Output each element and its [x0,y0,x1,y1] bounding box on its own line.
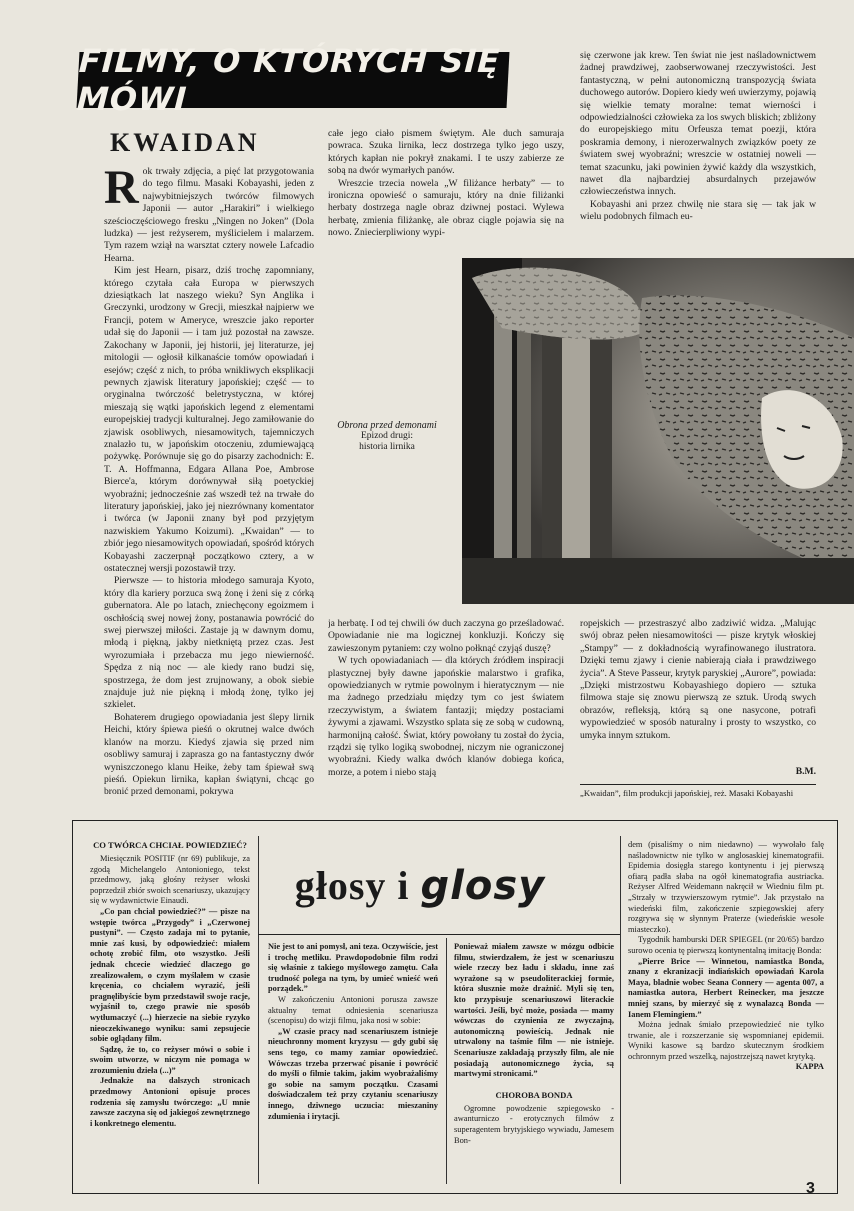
column-divider [258,836,259,1184]
paragraph: całe jego ciało pismem świętym. Ale duch samuraja powraca. Szuka lirnika, lecz dostrzega tylko jego uszy, których kapłan nie pokrył znakami. I te uszy zabierze ze sobą na dwór wymarłych panów. [328,128,564,177]
section-heading: CO TWÓRCA CHCIAŁ POWIEDZIEĆ? [93,840,247,850]
paragraph: Pierwsze — to historia młodego samuraja Kyoto, który dla kariery porzuca swą żonę i żeni się z córką gubernatora. Ale po latach, zniechęcony egoizmem i oschłością swej nowej żony, postanawia powrócić do swej pierwszej miłości. Zastaje ją w dawnym domu, młodą i piękną, jakby nietkniętą przez czas. Jest wyrozumiała i przebacza mu jego niewierność. Spędza z nią noc — ale kiedy rano budzi się, spostrzega, że dom jest zrujnowany, a obok siebie znajduje już nie piękną i młodą żonę, tylko jej szkielet. [104,575,314,711]
section-banner: FILMY, O KTÓRYCH SIĘ MÓWI [77,52,510,108]
paragraph: Ponieważ miałem zawsze w mózgu odbicie filmu, stwierdzałem, że jest w scenariuszu wiele rzeczy bez ładu i składu, inne zaś wyrażone są w pseudoliterackiej formie, która słusznie może drażnić. Myli się ten, kto przypisuje scenariuszowi literackie wartości. Jeśli, być może, posiada — mamy wówczas do czynienia ze zwyczajną, autonomiczną powieścią. Jednak nie utrwalony na taśmie film — nie istnieje. Scenariusze zakładają przyszły film, ale nie posiadają autonomicznego życia, są martwymi stronicami.” [454,942,614,1079]
paragraph: ropejskich — przestraszyć albo zadziwić widza. „Malując swój obraz pełen niesamowitości — pisze krytyk włoskiej „Stampy” — z dokładnością wyrafinowanego ilustratora. Dzięki temu zjawy i cienie nabierają ciała i prawdziwego życia”. A Steve Passeur, krytyk paryskiej „Aurore”, powiada: „Dzięki mistrzostwu Kobayashiego dopiero — sztuka filmowa staje się znowu pierwszą ze sztuk. Urodą swych obrazów, refleksją, którą są one nasycone, potrafi wypowiedzieć w sposób naturalny i prosty to wszystko, co umyka innym sztukom. [580,618,816,741]
paragraph: ok trwały zdjęcia, a pięć lat przygotowania do tego filmu. Masaki Kobayashi, jeden z najwybitniejszych twórców filmowych Japonii — autor „Harakiri” i wielkiego sześcioczęściowego fresku „Ningen no Joken” (Dola ludzka) — jest reżyserem, myślicielem i malarzem. Tym razem wziął na warsztat cztery nowele Lafcadio Hearna. [104,166,314,264]
paragraph: Można jednak śmiało przepowiedzieć nie tylko trwanie, ale i rozszerzanie się wspomnianej epidemii. Wyniki kasowe są bardzo skutecznym środkiem ochronnym przed wszelką, najostrzejszą nawet krytyką. [628,1020,824,1061]
paragraph: Tygodnik hamburski DER SPIEGEL (nr 20/65) bardzo surowo ocenia tę pierwszą kontynentalną imitację Bonda: [628,935,824,955]
glosy-column-1 [90,840,250,1185]
paragraph: Kim jest Hearn, pisarz, dziś trochę zapomniany, którego czytała cała Europa w pierwszych dziesiątkach lat naszego wieku? Syn Anglika i Greczynki, urodzony w Grecji, mieszkał najpierw we Francji, potem w Ameryce, wreszcie jako reporter udał się do Japonii — i tam już pozostał na zawsze. Zakochany w Japonii, jej historii, jej literaturze, jej mitologii — ogłosił kilkanaście tomów opowiadań i esejów; część z nich, to próba wnikliwych eksplikacji pewnych zjawisk literatury japońskiej; część — to oryginalna twórczość beletrystyczna, w której mieszają się wątki japońskich legend z elementami europejskiej tradycji kulturalnej. Jego zamiłowanie do zjawisk osobliwych, niesamowitych, tajemniczych znalazło tu, w japońskim otoczeniu, zdumiewającą pożywkę. Porównuje się go do pisarzy zachodnich: E. T. A. Hoffmanna, Edgara Allana Poe, Ambrose Bierce'a, którym dorównywał siłą poetyckiej wyobraźni; jednocześnie zaś wszedł też na trwałe do literatury japońskiej, jako jej niezrównany komentator i twórca (w Japonii znany był pod przyjętym nazwiskiem Yakumo Koizumi). „Kwaidan” — to zbiór jego niesamowitych opowiadań, spośród których Kobayashi zaczerpnął początkowo cztery, a w ostatecznej wersji pozostawił trzy. [104,265,314,574]
caption-line: Epizod drugi: [361,431,413,441]
article-column-3 [580,50,816,254]
section-heading: CHOROBA BONDA [495,1089,573,1100]
paragraph: W zakończeniu Antonioni porusza zawsze aktualny temat odniesienia scenariusza (scenopisu) do wizji filmu, jaka nosi w sobie: [268,994,438,1026]
photo-credit: „Kwaidan”, film produkcji japońskiej, reż. Masaki Kobayashi [580,788,794,798]
paragraph: ja herbatę. I od tej chwili ów duch zaczyna go prześladować. Opowiadanie nie ma logicznej konkluzji. Kończy się zawieszonym pytaniem: czy wolno połknąć czyjąś duszę? [328,618,564,654]
article-column-2-continued [328,618,564,810]
paragraph: Bohaterem drugiego opowiadania jest ślepy lirnik Heichi, który śpiewa pieśń o okrutnej walce dwóch klanów na morzu. Kiedyś zjawia się przed nim osobliwy samuraj i zaprasza go na fantastyczny dwór wyniszczonego klanu Heike, żeby tam śpiewał swą pieśń. Opiekun lirnika, kapłan świątyni, chcąc go bronić przed demonami, pokrywa [104,711,314,798]
article-column-1 [104,166,314,808]
column-divider [620,836,621,1184]
paragraph: „Co pan chciał powiedzieć?” — pisze na wstępie twórca „Przygody” i „Czerwonej pustyni”. — Często zadaja mi to pytanie, mnie zaś kusi, by odpowiedzieć: miałem ochotę zrobić film, oto wszystko. Jeśli jednak chcecie wiedzieć dlaczego go zrealizowałem, o czym myślałem w czasie kręcenia, co chciałem wyrazić, jeśli pragnęlibyście bym przedstawił swoje racje, wyjaśnił to, czego prawie nie sposób wytłumaczyć (...) hierzecie na siebie ryzyko nieoczekiwanego wyniku: sami zepsujecie sobie oglądany film. [90,906,250,1044]
drop-cap: R [104,166,139,214]
glosy-column-3 [454,942,614,1187]
paragraph: dem (pisaliśmy o nim niedawno) — wywołało falę naśladownictw nie tylko w anglosaskiej kinematografii. Epidemia dosięgła starego kontynentu i jej pierwszą ofiarą padła słaba na ogół kinematografia austriacka. Reżyser Alfred Weidemann nakręcił w Wiedniu film pt. „Strzały w trzywierszowym rytmie”. Jak przystało na wiedeński film, zakończenie szpiegowskiej afery rozgrywa się w słynnym Praterze (wiedeńskie wesołe miasteczko). [628,840,824,934]
paragraph: Wreszcie trzecia nowela „W filiżance herbaty” — to ironiczna opowieść o samuraju, który na dnie filiżanki herbaty dostrzega nagle obraz dziwnej postaci. Wylewa herbatę, zmienia filiżankę, ale obraz ciągle pojawia się na nowo. Zniecierpliwiony wypi- [328,177,564,239]
paragraph: W tych opowiadaniach — dla których źródłem inspiracji plastycznej były dawne japońskie malarstwo i grafika, opowiedzianych w rytmie powolnym i hieratycznym — nie ma żadnego przedziału między tym co jest światem rzeczywistym, a światem fantazji; między postaciami żywymi a zjawami. Wszystko splata się ze sobą w cudowną, harmonijną całość. Świat, który powołany tu został do życia, rządzi się tylko logiką swobodnej, niczym nie ograniczonej wyobraźni. Kiedy walka dwóch klanów dobiega końca, morze, a potem i niebo stają [328,655,564,778]
glosy-title [290,862,550,909]
paragraph: Kobayashi ani przez chwilę nie stara się — tak jak w wielu podobnych filmach eu- [580,198,816,223]
photo-caption [322,420,452,453]
paragraph: Ogromne powodzenie szpiegowsko - awanturniczo - erotycznych filmów z superagentem brytyjskiego wywiadu, Jamesem Bon- [454,1103,614,1145]
glosy-column-2 [268,942,438,1187]
paragraph: Jednakże na dalszych stronicach przedmowy Antonioni opisuje proces rodzenia się zamysłu twórczego: „U mnie zawsze zaczyna się od jakiegoś zewnętrznego i konkretnego elementu. [90,1076,250,1128]
caption-line: historia lirnika [359,442,415,452]
page-number: 3 [806,1180,815,1197]
glosy-column-4 [628,840,824,1185]
paragraph: Nie jest to ani pomysł, ani teza. Oczywiście, jest i trochę metliku. Prawdopodobnie film rodzi się właśnie z takiego myślowego zamętu. Cała trudność polega na tym, by umieć wnieść weń porządek.” [268,942,438,994]
caption-title: Obrona przed demonami [337,420,437,431]
paragraph: Sądzę, że to, co reżyser mówi o sobie i swoim utworze, w niczym nie pomaga w zrozumieniu dzieła (...)” [90,1044,250,1075]
divider [258,934,620,935]
author-signature: KAPPA [795,1062,824,1072]
paragraph: „W czasie pracy nad scenariuszem istnieje nieuchronny moment kryzysu — gdy gubi się sens tego, co mamy zamiar opowiedzieć. Wówczas trzeba przerwać pisanie i powrócić do myśli o filmie takim, jakim wyobrażaliśmy go sobie na samym początku. Czasami doświadczalem też przy czytaniu scenariuszy innego, dziwnego uczucia: mieszaniny zdumienia i irytacji. [268,1026,438,1121]
author-signature: B.M. [795,766,816,777]
paragraph: się czerwone jak krew. Ten świat nie jest naśladownictwem żadnej prawdziwej, zaobserwowanej rzeczywistości. Jest fantastyczną, w pełni autonomiczną transpozycją świata duchowego autorów. Dopiero kiedy weń uwierzymy, pojawią się wielkie tematy moralne: temat wierności i odpowiedzialności człowieka za los swych bliskich; zbliżony do europejskiego mitu Orfeusza temat poezji, która poskramia demony, i nierozerwalnych związków poety ze światem swej wyobraźni; wreszcie w ostatniej noweli — temat szacunku, jaki powinien żywić każdy dla wszystkich, nawet dla najbardziej absurdalnych przejawów człowieczeństwa innych. [580,50,816,198]
paragraph: „Pierre Brice — Winnetou, namiastka Bonda, znany z ekranizacji indiańskich opowiadań Karola Maya, bladnie wobec Seana Connery — agenta 007, a namiastka autora, Herbert Reinecker, ma jeszcze mniej szans, by mierzyć się z wynalazcą Bonda — Ianem Flemingiem.” [628,956,824,1019]
column-divider [446,938,447,1184]
article-column-2 [328,128,564,254]
article-column-3-continued [580,618,816,768]
paragraph: Miesięcznik POSITIF (nr 69) publikuje, za zgodą Michelangelo Antonioniego, tekst przedmowy, jaką głośny reżyser włoski poprzedził zbiór swoich scenariuszy, ukazujący się w wydawnictwie Einaudi. [90,854,250,906]
title-part: głosy i [294,863,410,908]
film-still-photo [462,258,854,604]
article-title: KWAIDAN [110,128,260,157]
divider [580,784,816,785]
title-part: glosy [420,863,546,909]
